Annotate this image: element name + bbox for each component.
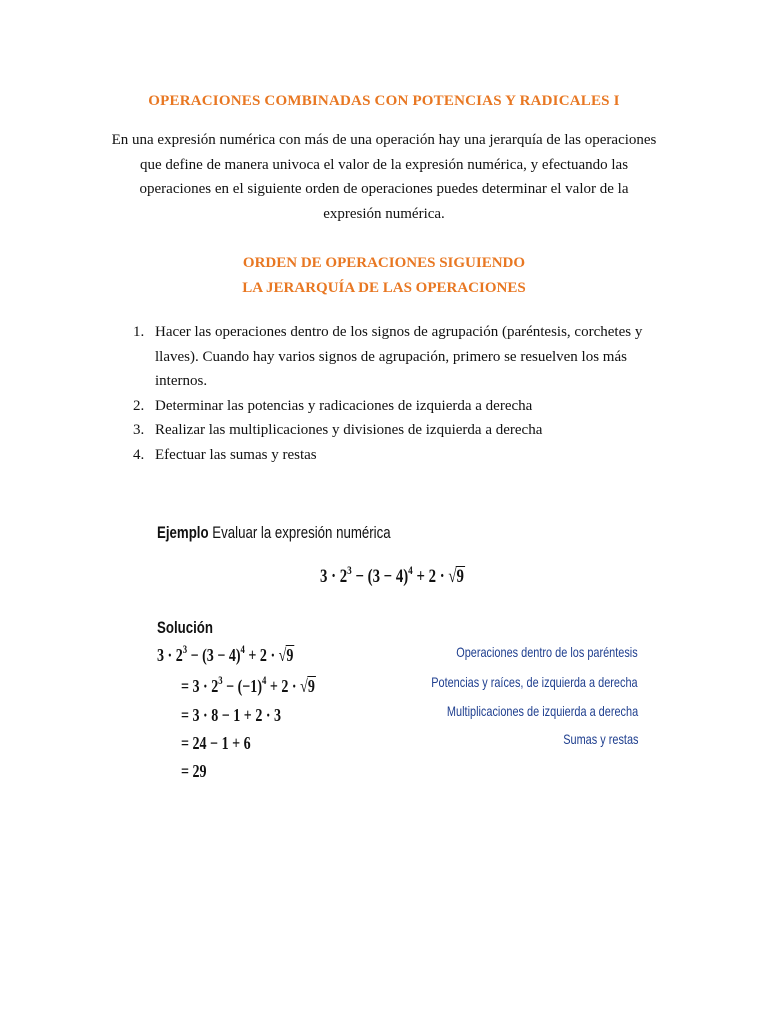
- list-item-number: 1.: [133, 324, 145, 340]
- list-item-text: Determinar las potencias y radicaciones de izquierda a derecha: [155, 397, 533, 414]
- solution-step-5: = 29: [181, 761, 207, 781]
- solution-step-3: = 3 · 8 − 1 + 2 · 3: [181, 705, 282, 725]
- solution-step-1: $3 \cdot 2^3 - (3 - 4)^4 + 2 \cdot √9$: [157, 644, 294, 665]
- solution-note-3: Multiplicaciones de izquierda a derecha: [446, 703, 638, 719]
- section-subtitle-line-1: ORDEN DE OPERACIONES SIGUIENDO: [242, 255, 526, 271]
- list-item-text: Efectuar las sumas y restas: [155, 446, 317, 463]
- list-item-text: Realizar las multiplicaciones y divisiones de izquierda a derecha: [155, 422, 543, 438]
- solution-step-4: = 24 − 1 + 6: [181, 733, 251, 753]
- solution-heading: Solución: [157, 618, 213, 637]
- list-item-text: Hacer las operaciones dentro de los signos de agrupación (paréntesis, corchetes y llaves). Cuando hay varios signos de agrupación, primero se resuelven los más internos.: [155, 324, 643, 389]
- list-item-number: 2.: [133, 397, 145, 414]
- solution-note-2: Potencias y raíces, de izquierda a derecha: [431, 674, 638, 690]
- section-subtitle-line-2: LA JERARQUÍA DE LAS OPERACIONES: [242, 280, 526, 296]
- page-title: OPERACIONES COMBINADAS CON POTENCIAS Y RADICALES I: [148, 93, 620, 109]
- solution-note-1: Operaciones dentro de los paréntesis: [456, 644, 638, 660]
- solution-step-2: = $3 \cdot 2^3 - (-1)^4 + 2 \cdot √9$: [181, 675, 315, 696]
- list-item-number: 4.: [133, 446, 145, 463]
- intro-paragraph: En una expresión numérica con más de una operación hay una jerarquía de las operaciones que define de manera univoca el valor de la expresión numérica, y efectuando las operaciones en el siguiente orden de operaciones puedes determinar el valor de la expresión numérica.: [111, 132, 657, 222]
- list-item-number: 3.: [133, 422, 145, 438]
- example-heading: [157, 523, 457, 543]
- solution-note-4: Sumas y restas: [562, 731, 638, 747]
- example-instruction: Evaluar la expresión numérica: [212, 523, 391, 542]
- example-expression: $3 \cdot 2^3 - (3 - 4)^4 + 2 \cdot √9$: [320, 564, 464, 587]
- example-label: Ejemplo: [157, 523, 209, 542]
